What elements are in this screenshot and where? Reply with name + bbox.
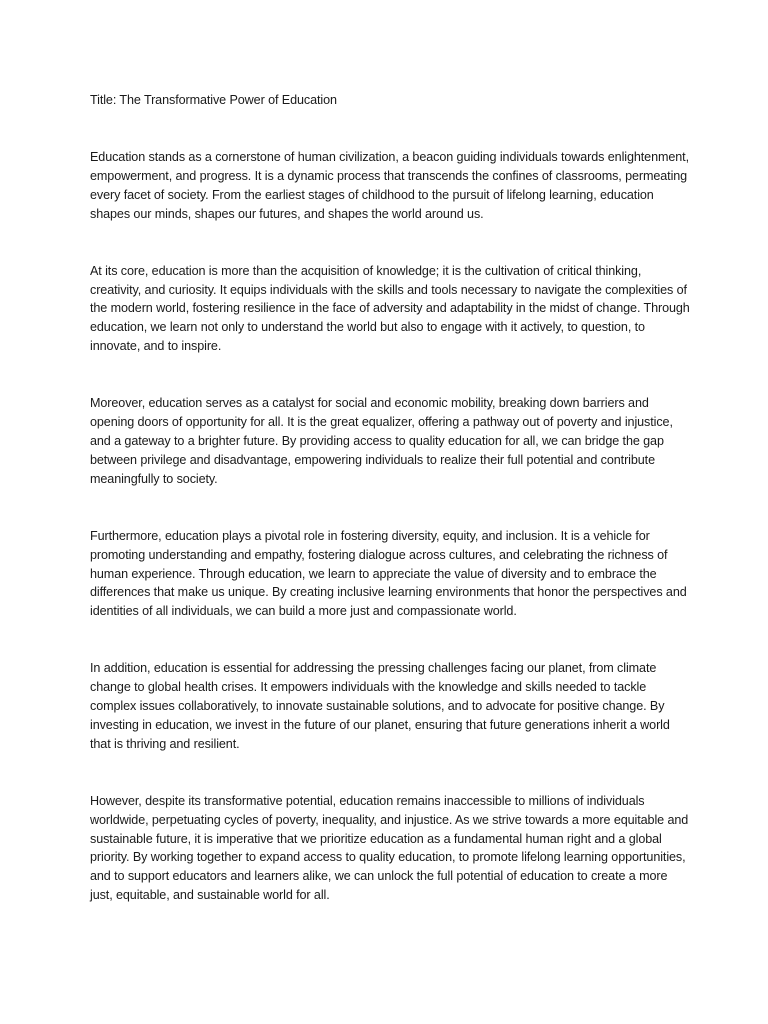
paragraph-2: At its core, education is more than the acquisition of knowledge; it is the cultivation of critical thinking, creativity, and curiosity. It equips individuals with the skills and tools necessary to navigate the complexities of the modern world, fostering resilience in the face of adversity and adaptability in the midst of change. Through education, we learn not only to understand the world but also to engage with it actively, to question, to innovate, and to inspire. [90,263,690,354]
paragraph-5: In addition, education is essential for addressing the pressing challenges facing our planet, from climate change to global health crises. It empowers individuals with the knowledge and skills needed to tackle complex issues collaboratively, to innovate sustainable solutions, and to advocate for positive change. By investing in education, we invest in the future of our planet, ensuring that future generations inherit a world that is thriving and resilient. [90,661,670,751]
paragraph-3: Moreover, education serves as a catalyst for social and economic mobility, breaking down barriers and opening doors of opportunity for all. It is the great equalizer, offering a pathway out of poverty and injustice, and a gateway to a brighter future. By providing access to quality education for all, we can bridge the gap between privilege and disadvantage, empowering individuals to realize their full potential and contribute meaningfully to society. [90,396,673,486]
paragraph-1: Education stands as a cornerstone of human civilization, a beacon guiding individuals towards enlightenment, empowerment, and progress. It is a dynamic process that transcends the confines of classrooms, permeating every facet of society. From the earliest stages of childhood to the pursuit of lifelong learning, education shapes our minds, shapes our futures, and shapes the world around us. [90,150,689,221]
paragraph-6: However, despite its transformative potential, education remains inaccessible to millions of individuals worldwide, perpetuating cycles of poverty, inequality, and injustice. As we strive towards a more equitable and sustainable future, it is imperative that we prioritize education as a fundamental human right and a global priority. By working together to expand access to quality education, to promote lifelong learning opportunities, and to support educators and learners alike, we can unlock the full potential of education to create a more just, equitable, and sustainable world for all. [90,793,689,903]
paragraph-4: Furthermore, education plays a pivotal role in fostering diversity, equity, and inclusion. It is a vehicle for promoting understanding and empathy, fostering dialogue across cultures, and celebrating the richness of human experience. Through education, we learn to appreciate the value of diversity and to embrace the differences that make us unique. By creating inclusive learning environments that honor the perspectives and identities of all individuals, we can build a more just and compassionate world. [90,528,687,619]
document-title: Title: The Transformative Power of Education [90,93,337,107]
document-body [90,91,690,943]
